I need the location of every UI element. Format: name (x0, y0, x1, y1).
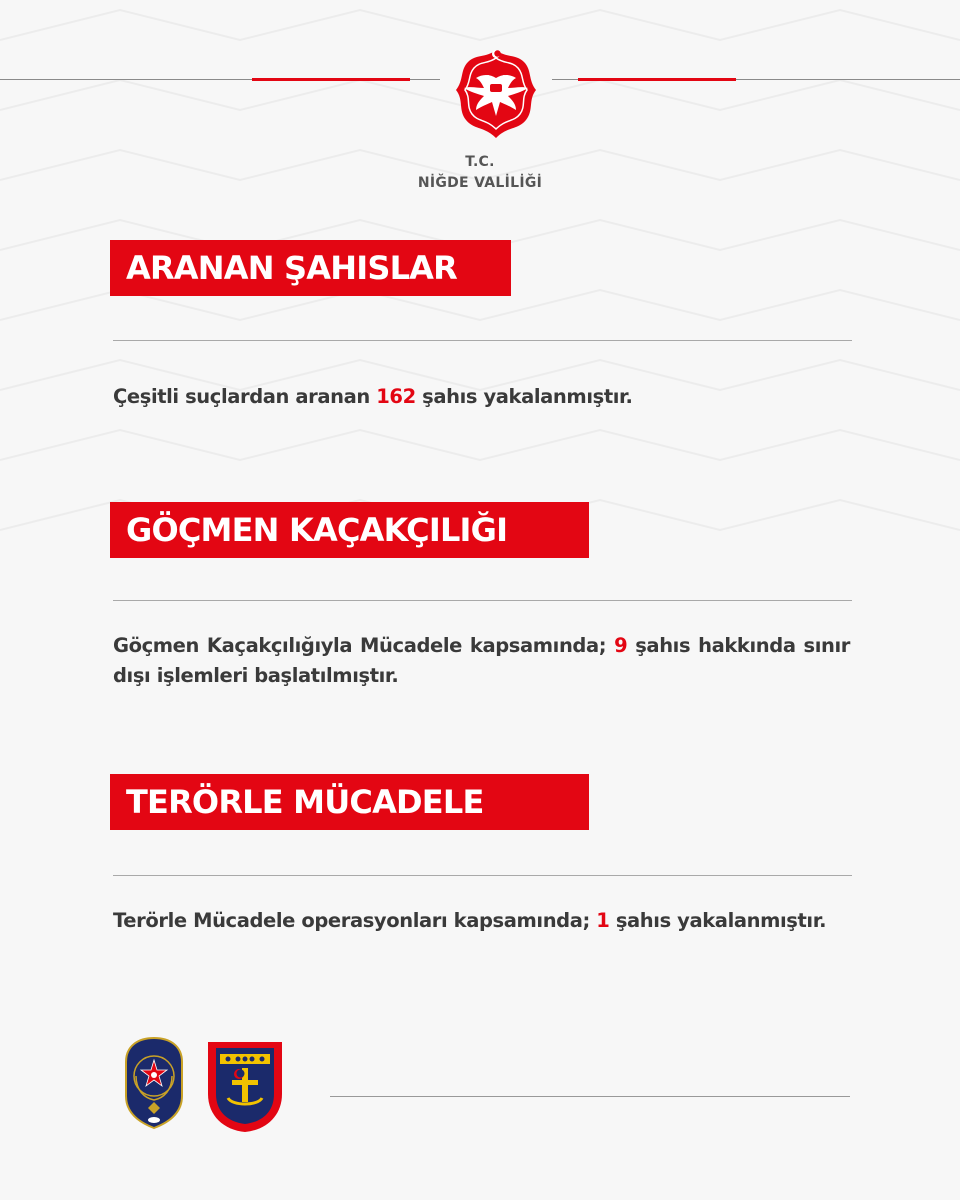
section-divider (113, 340, 852, 341)
header-tc: T.C. (465, 154, 495, 170)
section-title-counter-terrorism: TERÖRLE MÜCADELE (110, 774, 589, 830)
section-divider (113, 875, 852, 876)
section-divider (113, 600, 852, 601)
section-title-migrant-smuggling: GÖÇMEN KAÇAKÇILIĞI (110, 502, 589, 558)
section-text-migrant-smuggling: Göçmen Kaçakçılığıyla Mücadele kapsamında; 9 şahıs hakkında sınır dışı işlemleri başlatılmıştır. (113, 634, 851, 687)
footer-rule (330, 1096, 850, 1097)
jandarma-badge-icon (206, 1040, 284, 1134)
section-text-counter-terrorism: Terörle Mücadele operasyonları kapsamında; 1 şahıs yakalanmıştır. (113, 909, 827, 932)
stat-number: 162 (376, 385, 416, 408)
section-text-wanted: Çeşitli suçlardan aranan 162 şahıs yakalanmıştır. (113, 385, 633, 408)
stat-number: 9 (614, 634, 628, 657)
stat-number: 1 (596, 909, 610, 932)
nigde-governorship-seal-icon (446, 44, 546, 144)
header-accent-left (252, 78, 410, 81)
section-title-wanted: ARANAN ŞAHISLAR (110, 240, 511, 296)
header-org-name: NİĞDE VALİLİĞİ (417, 175, 543, 191)
header-accent-right (578, 78, 736, 81)
police-badge-icon (122, 1036, 186, 1130)
